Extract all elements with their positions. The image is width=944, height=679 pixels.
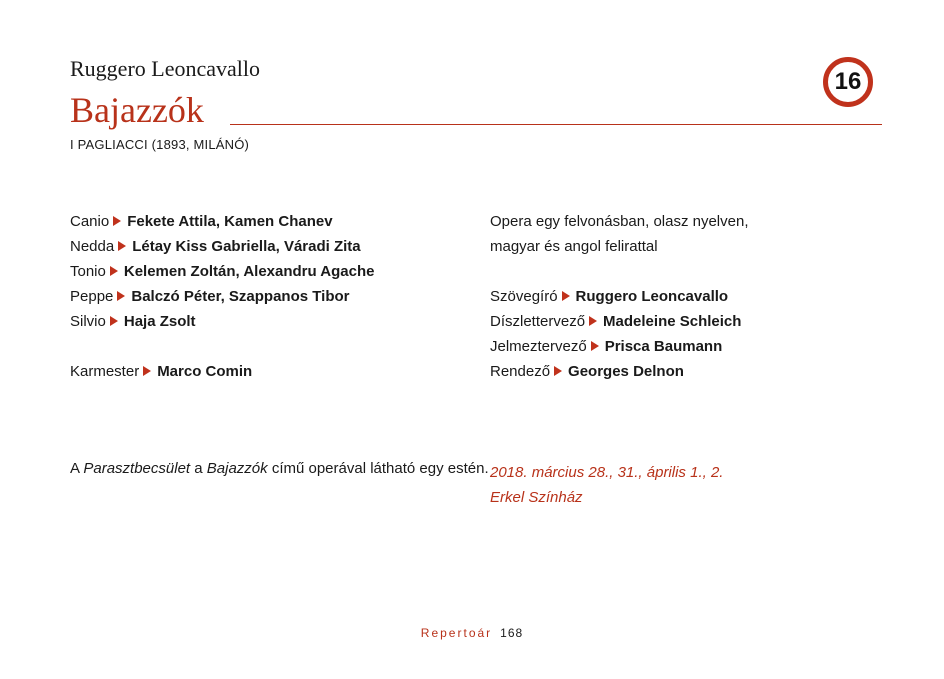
role-label: Silvio xyxy=(70,313,106,330)
creative-row xyxy=(490,359,890,384)
creative-name: Madeleine Schleich xyxy=(603,313,742,330)
opera-title: Bajazzók xyxy=(70,90,204,130)
arrow-icon xyxy=(118,241,126,251)
arrow-icon xyxy=(591,341,599,351)
arrow-icon xyxy=(143,366,151,376)
performer-names: Fekete Attila, Kamen Chanev xyxy=(127,213,333,230)
description-line: magyar és angol felirattal xyxy=(490,238,658,255)
double-bill-note: A Parasztbecsület a Bajazzók című operával látható egy estén. xyxy=(70,460,489,477)
work-title: Bajazzók xyxy=(206,460,268,477)
arrow-icon xyxy=(110,266,118,276)
performer-names: Kelemen Zoltán, Alexandru Agache xyxy=(123,263,375,280)
performance-dates: 2018. március 28., 31., április 1., 2. xyxy=(490,464,724,481)
creative-row xyxy=(490,309,890,334)
role-label: Díszlettervező xyxy=(490,313,586,330)
work-title: Parasztbecsület xyxy=(83,460,191,477)
cast-row xyxy=(70,259,470,284)
role-label: Nedda xyxy=(70,238,115,255)
venue-name: Erkel Színház xyxy=(490,489,583,506)
creative-row xyxy=(490,284,890,309)
page-number: 168 xyxy=(500,626,524,640)
conductor-row xyxy=(70,359,470,384)
role-label: Canio xyxy=(70,213,110,230)
cast-list xyxy=(70,209,470,384)
role-label: Jelmeztervező xyxy=(490,338,587,355)
performance-info xyxy=(490,460,723,510)
section-label: Repertoár xyxy=(420,626,493,640)
creative-name: Prisca Baumann xyxy=(604,338,723,355)
creative-row xyxy=(490,334,890,359)
arrow-icon xyxy=(554,366,562,376)
role-label: Tonio xyxy=(70,263,106,280)
creative-name: Georges Delnon xyxy=(568,363,684,380)
arrow-icon xyxy=(562,291,570,301)
cast-row xyxy=(70,234,470,259)
role-label: Peppe xyxy=(70,288,114,305)
role-label: Karmester xyxy=(70,363,140,380)
performer-names: Haja Zsolt xyxy=(123,313,196,330)
cast-row xyxy=(70,209,470,234)
performer-names: Létay Kiss Gabriella, Váradi Zita xyxy=(132,238,361,255)
composer-name: Ruggero Leoncavallo xyxy=(70,56,260,81)
arrow-icon xyxy=(589,316,597,326)
cast-row xyxy=(70,309,470,334)
creative-name: Ruggero Leoncavallo xyxy=(575,288,729,305)
original-title: I PAGLIACCI (1893, MILÁNÓ) xyxy=(70,137,250,152)
performer-names: Balczó Péter, Szappanos Tibor xyxy=(131,288,350,305)
title-rule xyxy=(230,124,882,125)
page-footer xyxy=(0,626,944,640)
cast-row xyxy=(70,284,470,309)
role-label: Szövegíró xyxy=(490,288,558,305)
arrow-icon xyxy=(110,316,118,326)
title-row xyxy=(70,90,882,130)
arrow-icon xyxy=(117,291,125,301)
age-rating-badge: 16 xyxy=(823,57,873,107)
arrow-icon xyxy=(113,216,121,226)
description-line: Opera egy felvonásban, olasz nyelven, xyxy=(490,213,749,230)
conductor-name: Marco Comin xyxy=(157,363,253,380)
production-info xyxy=(490,209,890,384)
role-label: Rendező xyxy=(490,363,551,380)
